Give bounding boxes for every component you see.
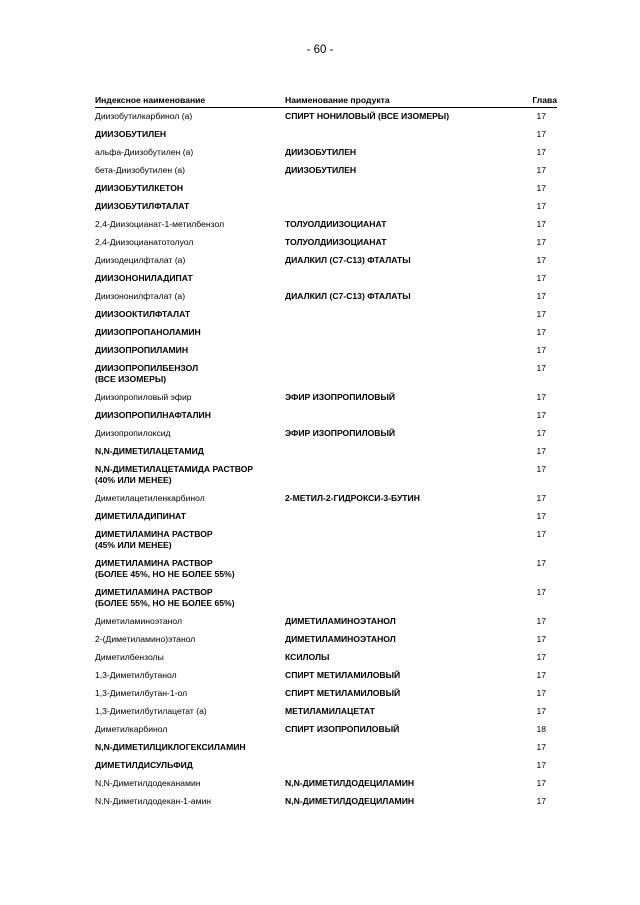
- header-index-name: Индексное наименование: [95, 95, 206, 105]
- chapter-cell: 17: [536, 558, 546, 568]
- product-name-cell: N,N-ДИМЕТИЛДОДЕЦИЛАМИН: [285, 778, 415, 788]
- product-name-cell: [285, 345, 517, 356]
- index-name-line: Диизопропилоксид: [95, 428, 171, 438]
- product-name-cell: ДИИЗОБУТИЛЕН: [285, 165, 357, 175]
- table-row: [95, 613, 557, 631]
- chapter-cell: 17: [536, 634, 546, 644]
- index-name-line: ДИИЗОПРОПИЛНАФТАЛИН: [95, 410, 211, 420]
- index-name-line: 1,3-Диметилбутан-1-ол: [95, 688, 188, 698]
- index-name-cell: [95, 587, 285, 609]
- table-row: [95, 685, 557, 703]
- product-name-cell: [285, 529, 517, 551]
- index-name-cell: [95, 129, 285, 140]
- chapter-cell: 17: [536, 529, 546, 539]
- chapter-cell: 17: [536, 219, 546, 229]
- index-name-line: 2,4-Диизоцианатотолуол: [95, 237, 194, 247]
- index-name-cell: [95, 201, 285, 212]
- index-name-cell: [95, 778, 285, 789]
- index-name-cell: [95, 670, 285, 681]
- table-row: [95, 649, 557, 667]
- table-body: [95, 108, 557, 811]
- chapter-cell: 17: [536, 327, 546, 337]
- table-row: [95, 162, 557, 180]
- product-name-cell: [285, 129, 517, 140]
- index-name-line: N,N-ДИМЕТИЛАЦЕТАМИДА РАСТВОР: [95, 464, 254, 474]
- chapter-cell: 17: [536, 428, 546, 438]
- table-row: [95, 526, 557, 555]
- chapter-cell: 17: [536, 616, 546, 626]
- index-name-line: бета-Диизобутилен (а): [95, 165, 186, 175]
- table-row: [95, 739, 557, 757]
- index-name-line: ДИИЗОНОНИЛАДИПАТ: [95, 273, 193, 283]
- index-name-line: Диизобутилкарбинол (а): [95, 111, 193, 121]
- product-name-cell: ДИАЛКИЛ (С7-С13) ФТАЛАТЫ: [285, 255, 411, 265]
- chapter-cell: 17: [536, 363, 546, 373]
- index-name-line: ДИИЗОБУТИЛЕН: [95, 129, 167, 139]
- index-name-line: (40% ИЛИ МЕНЕЕ): [95, 475, 172, 485]
- chapter-cell: 17: [536, 446, 546, 456]
- table-row: [95, 793, 557, 811]
- index-name-line: 1,3-Диметилбутилацетат (а): [95, 706, 207, 716]
- table-row: [95, 252, 557, 270]
- product-name-cell: [285, 446, 517, 457]
- product-name-cell: [285, 201, 517, 212]
- table-row: [95, 126, 557, 144]
- index-name-cell: [95, 558, 285, 580]
- index-name-cell: [95, 345, 285, 356]
- table-row: [95, 389, 557, 407]
- table-row: [95, 342, 557, 360]
- chapter-cell: 17: [536, 237, 546, 247]
- index-name-line: ДИИЗОПРОПИЛАМИН: [95, 345, 189, 355]
- index-name-cell: [95, 327, 285, 338]
- chapter-cell: 17: [536, 587, 546, 597]
- index-name-line: 2,4-Диизоцианат-1-метилбензол: [95, 219, 225, 229]
- index-name-line: 2-(Диметиламино)этанол: [95, 634, 196, 644]
- product-name-cell: N,N-ДИМЕТИЛДОДЕЦИЛАМИН: [285, 796, 415, 806]
- index-name-cell: [95, 760, 285, 771]
- product-name-cell: СПИРТ МЕТИЛАМИЛОВЫЙ: [285, 670, 401, 680]
- index-name-cell: [95, 742, 285, 753]
- product-name-cell: [285, 327, 517, 338]
- index-name-cell: [95, 291, 285, 302]
- chapter-cell: 17: [536, 345, 546, 355]
- index-name-cell: [95, 255, 285, 266]
- index-name-line: (БОЛЕЕ 55%, НО НЕ БОЛЕЕ 65%): [95, 598, 235, 608]
- index-name-line: Диметиламиноэтанол: [95, 616, 182, 626]
- index-name-cell: [95, 706, 285, 717]
- index-name-line: Диметилацетиленкарбинол: [95, 493, 205, 503]
- product-name-cell: СПИРТ МЕТИЛАМИЛОВЫЙ: [285, 688, 401, 698]
- table-row: [95, 216, 557, 234]
- chapter-cell: 17: [536, 670, 546, 680]
- product-name-cell: [285, 309, 517, 320]
- index-name-cell: [95, 309, 285, 320]
- table-row: [95, 508, 557, 526]
- index-name-cell: [95, 392, 285, 403]
- chapter-cell: 17: [536, 255, 546, 265]
- table-header: [95, 94, 557, 108]
- table-row: [95, 324, 557, 342]
- table-row: [95, 234, 557, 252]
- product-name-cell: ДИАЛКИЛ (С7-С13) ФТАЛАТЫ: [285, 291, 411, 301]
- chapter-cell: 17: [536, 410, 546, 420]
- product-name-cell: ТОЛУОЛДИИЗОЦИАНАТ: [285, 219, 387, 229]
- table-row: [95, 108, 557, 126]
- product-name-cell: [285, 273, 517, 284]
- index-name-line: ДИМЕТИЛДИСУЛЬФИД: [95, 760, 193, 770]
- chapter-cell: 17: [536, 165, 546, 175]
- chapter-cell: 17: [536, 778, 546, 788]
- table-row: [95, 490, 557, 508]
- index-name-cell: [95, 796, 285, 807]
- table-row: [95, 443, 557, 461]
- index-name-line: ДИИЗОБУТИЛКЕТОН: [95, 183, 184, 193]
- product-name-cell: ТОЛУОЛДИИЗОЦИАНАТ: [285, 237, 387, 247]
- index-name-cell: [95, 183, 285, 194]
- index-name-line: ДИМЕТИЛАМИНА РАСТВОР: [95, 587, 213, 597]
- chapter-cell: 17: [536, 760, 546, 770]
- table-row: [95, 288, 557, 306]
- index-name-cell: [95, 363, 285, 385]
- table-row: [95, 631, 557, 649]
- index-name-line: (БОЛЕЕ 45%, НО НЕ БОЛЕЕ 55%): [95, 569, 235, 579]
- index-name-cell: [95, 493, 285, 504]
- index-name-cell: [95, 634, 285, 645]
- chapter-cell: 17: [536, 111, 546, 121]
- chapter-cell: 17: [536, 147, 546, 157]
- index-name-cell: [95, 428, 285, 439]
- index-name-cell: [95, 165, 285, 176]
- chapter-cell: 17: [536, 688, 546, 698]
- product-name-cell: ДИМЕТИЛАМИНОЭТАНОЛ: [285, 616, 396, 626]
- chapter-cell: 17: [536, 464, 546, 474]
- index-name-line: альфа-Диизобутилен (а): [95, 147, 194, 157]
- index-name-line: (ВСЕ ИЗОМЕРЫ): [95, 374, 167, 384]
- index-name-line: 1,3-Диметилбутанол: [95, 670, 177, 680]
- index-name-line: N,N-ДИМЕТИЛЦИКЛОГЕКСИЛАМИН: [95, 742, 246, 752]
- index-name-line: Диизононилфталат (а): [95, 291, 186, 301]
- index-name-line: Диизодецилфталат (а): [95, 255, 186, 265]
- index-name-line: Диизопропиловый эфир: [95, 392, 192, 402]
- chapter-cell: 17: [536, 273, 546, 283]
- index-name-line: N,N-Диметилдодеканамин: [95, 778, 201, 788]
- index-name-line: ДИИЗОПРОПАНОЛАМИН: [95, 327, 201, 337]
- product-name-cell: [285, 363, 517, 385]
- chapter-cell: 17: [536, 129, 546, 139]
- index-name-cell: [95, 147, 285, 158]
- index-name-line: Диметилбензолы: [95, 652, 164, 662]
- product-name-cell: СПИРТ НОНИЛОВЫЙ (ВСЕ ИЗОМЕРЫ): [285, 111, 450, 121]
- chapter-cell: 17: [536, 183, 546, 193]
- table-row: [95, 425, 557, 443]
- index-name-line: ДИМЕТИЛАМИНА РАСТВОР: [95, 558, 213, 568]
- chapter-cell: 17: [536, 511, 546, 521]
- product-name-cell: [285, 558, 517, 580]
- chapter-cell: 17: [536, 201, 546, 211]
- product-name-cell: КСИЛОЛЫ: [285, 652, 330, 662]
- table-row: [95, 775, 557, 793]
- product-name-cell: [285, 742, 517, 753]
- product-name-cell: [285, 587, 517, 609]
- table-row: [95, 757, 557, 775]
- chapter-cell: 18: [536, 724, 546, 734]
- index-name-line: Диметилкарбинол: [95, 724, 168, 734]
- index-name-cell: [95, 529, 285, 551]
- table-row: [95, 360, 557, 389]
- index-name-cell: [95, 724, 285, 735]
- chapter-cell: 17: [536, 309, 546, 319]
- product-name-cell: [285, 183, 517, 194]
- table-row: [95, 703, 557, 721]
- product-name-cell: [285, 511, 517, 522]
- page-number: - 60 -: [306, 44, 334, 56]
- index-name-cell: [95, 219, 285, 230]
- table-row: [95, 461, 557, 490]
- product-name-cell: ДИМЕТИЛАМИНОЭТАНОЛ: [285, 634, 396, 644]
- product-name-cell: МЕТИЛАМИЛАЦЕТАТ: [285, 706, 375, 716]
- index-name-line: ДИМЕТИЛАМИНА РАСТВОР: [95, 529, 213, 539]
- index-name-cell: [95, 446, 285, 457]
- index-name-line: (45% ИЛИ МЕНЕЕ): [95, 540, 172, 550]
- index-name-cell: [95, 688, 285, 699]
- chapter-cell: 17: [536, 742, 546, 752]
- chapter-cell: 17: [536, 291, 546, 301]
- product-name-cell: ЭФИР ИЗОПРОПИЛОВЫЙ: [285, 392, 396, 402]
- index-name-line: ДИИЗООКТИЛФТАЛАТ: [95, 309, 191, 319]
- product-name-cell: ДИИЗОБУТИЛЕН: [285, 147, 357, 157]
- table-row: [95, 180, 557, 198]
- chapter-cell: 17: [536, 392, 546, 402]
- index-name-cell: [95, 616, 285, 627]
- index-name-cell: [95, 273, 285, 284]
- header-chapter: Глава: [532, 95, 557, 105]
- chapter-cell: 17: [536, 796, 546, 806]
- table-row: [95, 270, 557, 288]
- table-row: [95, 721, 557, 739]
- index-name-line: N,N-ДИМЕТИЛАЦЕТАМИД: [95, 446, 204, 456]
- index-name-line: ДИИЗОПРОПИЛБЕНЗОЛ: [95, 363, 199, 373]
- index-name-cell: [95, 511, 285, 522]
- chapter-cell: 17: [536, 493, 546, 503]
- product-name-cell: ЭФИР ИЗОПРОПИЛОВЫЙ: [285, 428, 396, 438]
- chapter-cell: 17: [536, 652, 546, 662]
- table-row: [95, 555, 557, 584]
- product-name-cell: [285, 464, 517, 486]
- product-name-cell: [285, 760, 517, 771]
- header-product-name: Наименование продукта: [285, 95, 390, 105]
- index-name-cell: [95, 410, 285, 421]
- index-name-line: ДИМЕТИЛАДИПИНАТ: [95, 511, 187, 521]
- product-name-cell: СПИРТ ИЗОПРОПИЛОВЫЙ: [285, 724, 400, 734]
- table-row: [95, 667, 557, 685]
- table-row: [95, 198, 557, 216]
- index-name-line: ДИИЗОБУТИЛФТАЛАТ: [95, 201, 190, 211]
- table-row: [95, 584, 557, 613]
- index-name-cell: [95, 111, 285, 122]
- index-name-cell: [95, 237, 285, 248]
- index-name-cell: [95, 652, 285, 663]
- table-row: [95, 306, 557, 324]
- product-name-cell: [285, 410, 517, 421]
- substance-table: [95, 94, 557, 811]
- index-name-cell: [95, 464, 285, 486]
- table-row: [95, 407, 557, 425]
- product-name-cell: 2-МЕТИЛ-2-ГИДРОКСИ-3-БУТИН: [285, 493, 420, 503]
- chapter-cell: 17: [536, 706, 546, 716]
- table-row: [95, 144, 557, 162]
- index-name-line: N,N-Диметилдодекан-1-амин: [95, 796, 212, 806]
